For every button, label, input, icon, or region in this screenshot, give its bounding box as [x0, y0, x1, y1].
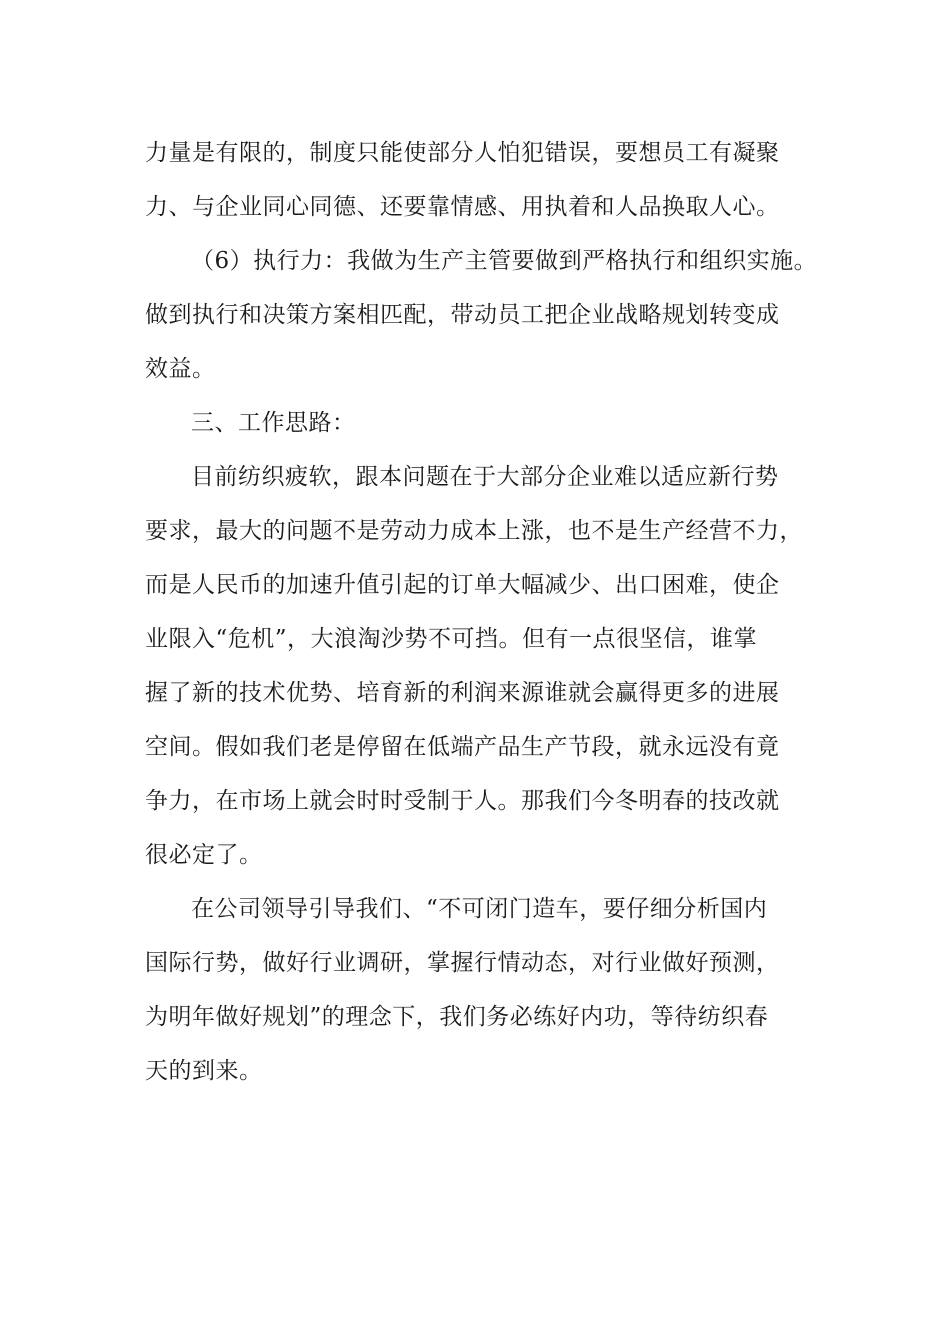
text-line: （6）执行力：我做为生产主管要做到严格执行和组织实施。 [191, 248, 818, 274]
text-line: 效益。 [145, 356, 216, 382]
section-heading [145, 396, 825, 450]
text-line: 而是人民币的加速升值引起的订单大幅减少、出口困难，使企 [145, 572, 780, 598]
paragraph-4 [145, 882, 825, 1098]
text-line: 为明年做好规划”的理念下，我们务必练好内功，等待纺织春 [145, 1004, 769, 1030]
text-line: 力量是有限的，制度只能使部分人怕犯错误，要想员工有凝聚 [145, 140, 780, 166]
text-line: 目前纺织疲软，跟本问题在于大部分企业难以适应新行势 [191, 464, 779, 490]
text-line: 在公司领导引导我们、“不可闭门造车，要仔细分析国内 [191, 896, 768, 922]
text-line: 很必定了。 [145, 842, 263, 868]
text-line: 空间。假如我们老是停留在低端产品生产节段，就永远没有竟 [145, 734, 780, 760]
text-line: 三、工作思路： [191, 410, 356, 436]
paragraph-3 [145, 450, 825, 882]
text-line: 国际行势，做好行业调研，掌握行情动态，对行业做好预测， [145, 950, 780, 976]
document-body [145, 126, 825, 1098]
text-line: 做到执行和决策方案相匹配，带动员工把企业战略规划转变成 [145, 302, 780, 328]
text-line: 业限入“危机”，大浪淘沙势不可挡。但有一点很坚信，谁掌 [145, 626, 758, 652]
text-line: 争力，在市场上就会时时受制于人。那我们今冬明春的技改就 [145, 788, 780, 814]
text-line: 力、与企业同心同德、还要靠情感、用执着和人品换取人心。 [145, 194, 780, 220]
text-line: 要求，最大的问题不是劳动力成本上涨，也不是生产经营不力， [145, 518, 803, 544]
text-line: 天的到来。 [145, 1058, 263, 1084]
paragraph-2 [145, 234, 825, 396]
text-line: 握了新的技术优势、培育新的利润来源谁就会赢得更多的进展 [145, 680, 780, 706]
paragraph-1 [145, 126, 825, 234]
